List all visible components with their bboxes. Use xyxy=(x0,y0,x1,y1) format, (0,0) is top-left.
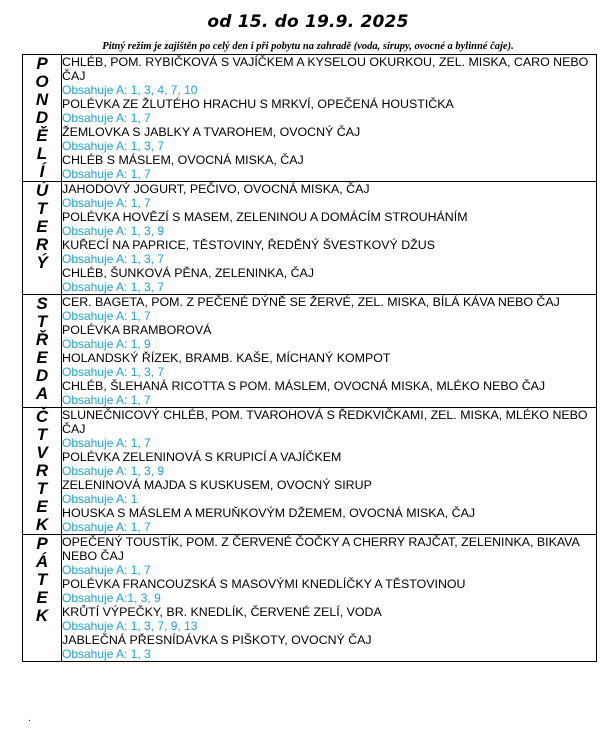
day-row xyxy=(23,408,597,535)
meal-text: POLÉVKA HOVĚZÍ S MASEM, ZELENINOU A DOMÁCÍM STROUHÁNÍM xyxy=(62,210,468,224)
meal-allergens: Obsahuje A: 1, 7 xyxy=(62,196,151,210)
meal-text: OPEČENÝ TOUSTÍK, POM. Z ČERVENÉ ČOČKY A CHERRY RAJČAT, ZELENINKA, BIKAVA NEBO ČAJ xyxy=(62,535,580,563)
day-letter: T xyxy=(36,199,48,218)
day-letter: K xyxy=(35,515,49,534)
day-letter: Á xyxy=(35,552,49,571)
meal-text: CHLÉB, ŠUNKOVÁ PĚNA, ZELENINKA, ČAJ xyxy=(62,266,315,280)
day-name-vertical xyxy=(23,535,62,662)
day-letter: Í xyxy=(39,162,45,181)
day-meals xyxy=(62,535,597,662)
day-letter: D xyxy=(35,108,49,127)
meal-text: KUŘECÍ NA PAPRICE, TĚSTOVINY, ŘEDĚNÝ ŠVESTKOVÝ DŽUS xyxy=(62,238,435,252)
meal-text: ZELENINOVÁ MAJDA S KUSKUSEM, OVOCNÝ SIRUP xyxy=(62,478,372,492)
day-name-vertical xyxy=(23,408,62,535)
day-letter: P xyxy=(36,534,48,553)
meal-allergens: Obsahuje A: 1, 7 xyxy=(62,393,151,407)
day-letter: E xyxy=(36,348,48,367)
meal-text: SLUNEČNICOVÝ CHLÉB, POM. TVAROHOVÁ S ŘEDKVIČKAMI, ZEL. MISKA, MLÉKO NEBO ČAJ xyxy=(62,408,588,436)
drinking-regime-note: Pitný režim je zajištěn po celý den i při pobytu na zahradě (voda, sirupy, ovocné a bylinné čaje). xyxy=(102,41,514,52)
day-letter: Č xyxy=(35,407,49,426)
day-letter: E xyxy=(36,217,48,236)
meal-allergens: Obsahuje A: 1, 9 xyxy=(62,337,151,351)
meal-allergens: Obsahuje A: 1, 3, 9 xyxy=(62,464,165,478)
meal-allergens: Obsahuje A: 1, 3 xyxy=(62,647,151,661)
day-letter: E xyxy=(36,497,48,516)
meal-text: ŽEMLOVKA S JABLKY A TVAROHEM, OVOCNÝ ČAJ xyxy=(62,125,361,139)
day-letter: Ý xyxy=(36,253,48,272)
day-letter: A xyxy=(35,384,49,403)
day-row xyxy=(23,535,597,662)
day-row xyxy=(23,295,597,408)
meal-allergens: Obsahuje A: 1, 3, 7 xyxy=(62,280,165,294)
day-letter: R xyxy=(35,235,49,254)
meal-allergens: Obsahuje A: 1 xyxy=(62,492,138,506)
meal-allergens: Obsahuje A:1, 3, 9 xyxy=(62,591,161,605)
meal-text: KRŮTÍ VÝPEČKY, BR. KNEDLÍK, ČERVENÉ ZELÍ, VODA xyxy=(62,605,382,619)
day-name-vertical xyxy=(23,55,62,182)
meal-text: POLÉVKA BRAMBOROVÁ xyxy=(62,323,212,337)
day-meals xyxy=(62,55,597,182)
day-letter: D xyxy=(35,366,49,385)
day-letter: L xyxy=(36,144,48,163)
meal-text: POLÉVKA ZELENINOVÁ S KRUPICÍ A VAJÍČKEM xyxy=(62,450,342,464)
day-letter: P xyxy=(36,54,48,73)
meal-allergens: Obsahuje A: 1, 7 xyxy=(62,436,151,450)
day-meals xyxy=(62,182,597,295)
meal-text: HOUSKA S MÁSLEM A MERUŇKOVÝM DŽEMEM, OVOCNÁ MISKA, ČAJ xyxy=(62,506,476,520)
footer-mark: . xyxy=(28,713,31,724)
meal-allergens: Obsahuje A: 1, 3, 7 xyxy=(62,252,165,266)
meal-text: HOLANDSKÝ ŘÍZEK, BRAMB. KAŠE, MÍCHANÝ KOMPOT xyxy=(62,351,391,365)
day-letter: S xyxy=(36,294,48,313)
meal-allergens: Obsahuje A: 1, 3, 9 xyxy=(62,224,165,238)
meal-allergens: Obsahuje A: 1, 7 xyxy=(62,167,151,181)
day-letter: E xyxy=(36,588,48,607)
meal-allergens: Obsahuje A: 1, 7 xyxy=(62,520,151,534)
meal-allergens: Obsahuje A: 1, 3, 7 xyxy=(62,139,165,153)
meal-allergens: Obsahuje A: 1, 3, 7, 9, 13 xyxy=(62,619,198,633)
meal-allergens: Obsahuje A: 1, 7 xyxy=(62,309,151,323)
meal-allergens: Obsahuje A: 1, 7 xyxy=(62,111,151,125)
day-letter: T xyxy=(36,425,48,444)
meal-allergens: Obsahuje A: 1, 3, 7 xyxy=(62,365,165,379)
day-letter: K xyxy=(35,606,49,625)
day-row xyxy=(23,55,597,182)
day-letter: Ř xyxy=(35,330,49,349)
day-letter: T xyxy=(36,312,48,331)
day-letter: Ú xyxy=(35,181,49,200)
meal-text: JABLEČNÁ PŘESNÍDÁVKA S PIŠKOTY, OVOCNÝ ČAJ xyxy=(62,633,372,647)
day-meals xyxy=(62,295,597,408)
meal-allergens: Obsahuje A: 1, 7 xyxy=(62,563,151,577)
day-letter: R xyxy=(35,461,49,480)
meal-text: CHLÉB, ŠLEHANÁ RICOTTA S POM. MÁSLEM, OVOCNÁ MISKA, MLÉKO NEBO ČAJ xyxy=(62,379,546,393)
day-letter: N xyxy=(35,90,49,109)
meal-text: CHLÉB, POM. RYBIČKOVÁ S VAJÍČKEM A KYSELOU OKURKOU, ZEL. MISKA, CARO NEBO ČAJ xyxy=(62,55,589,83)
day-letter: Ě xyxy=(36,126,48,145)
day-row xyxy=(23,182,597,295)
day-letter: V xyxy=(36,443,48,462)
weekly-menu-table xyxy=(22,54,597,662)
day-name-vertical xyxy=(23,182,62,295)
meal-allergens: Obsahuje A: 1, 3, 4, 7, 10 xyxy=(62,83,198,97)
meal-text: POLÉVKA ZE ŽLUTÉHO HRACHU S MRKVÍ, OPEČENÁ HOUSTIČKA xyxy=(62,97,454,111)
day-meals xyxy=(62,408,597,535)
day-letter: T xyxy=(36,570,48,589)
day-letter: T xyxy=(36,479,48,498)
day-letter: O xyxy=(35,72,49,91)
page-title: od 15. do 19.9. 2025 xyxy=(207,12,409,32)
meal-text: POLÉVKA FRANCOUZSKÁ S MASOVÝMI KNEDLÍČKY A TĚSTOVINOU xyxy=(62,577,466,591)
meal-text: CER. BAGETA, POM. Z PEČENÉ DÝNĚ SE ŽERVÉ, ZEL. MISKA, BÍLÁ KÁVA NEBO ČAJ xyxy=(62,295,560,309)
day-name-vertical xyxy=(23,295,62,408)
meal-text: JAHODOVÝ JOGURT, PEČIVO, OVOCNÁ MISKA, ČAJ xyxy=(62,182,370,196)
meal-text: CHLÉB S MÁSLEM, OVOCNÁ MISKA, ČAJ xyxy=(62,153,304,167)
